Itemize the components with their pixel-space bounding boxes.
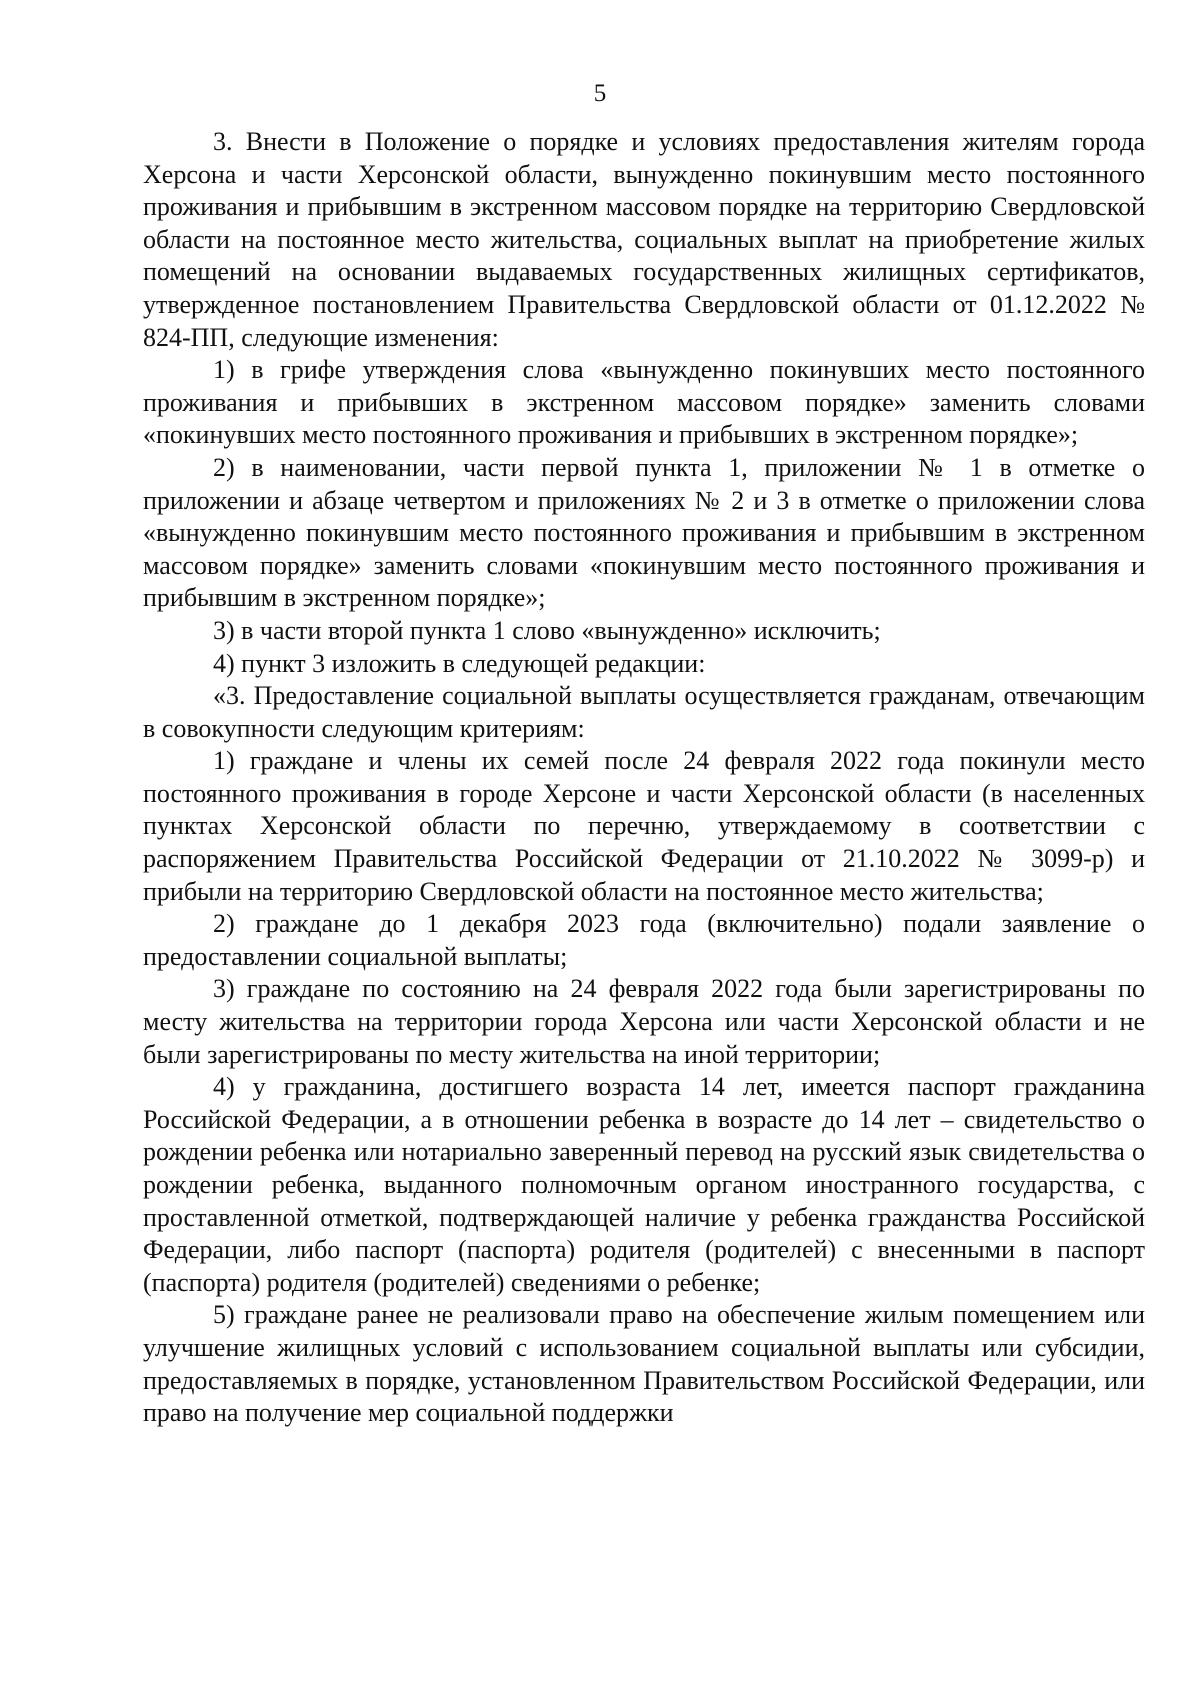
paragraph-subitem-1-approval-stamp: 1) в грифе утверждения слова «вынужденно покинувших место постоянного проживания и прибывших в экстренном массовом порядке» заменить словами «покинувших место постоянного проживания и прибывших в экстренном порядке»;: [143, 355, 1145, 450]
paragraph-subitem-4-new-edition: 4) пункт 3 изложить в следующей редакции:: [213, 648, 706, 678]
paragraph-subitem-3-part-two: 3) в части второй пункта 1 слово «вынужденно» исключить;: [213, 615, 881, 645]
paragraph-criterion-2: 2) граждане до 1 декабря 2023 года (включительно) подали заявление о предоставлении социальной выплаты;: [143, 909, 1145, 971]
paragraph-criterion-1: 1) граждане и члены их семей после 24 февраля 2022 года покинули место постоянного проживания в городе Херсоне и части Херсонской области (в населенных пунктах Херсонской области по перечню, утверждаемому в соответствии с распоряжением Правительства Российской Федерации от 21.10.2022 № 3099-р) и прибыли на территорию Свердловской области на постоянное место жительства;: [143, 746, 1145, 906]
document-body: [143, 126, 1145, 1430]
paragraph-item-3-intro: 3. Внести в Положение о порядке и условиях предоставления жителям города Херсона и части Херсонской области, вынужденно покинувшим место постоянного проживания и прибывшим в экстренном массовом порядке на территорию Свердловской области на постоянное место жительства, социальных выплат на приобретение жилых помещений на основании выдаваемых государственных жилищных сертификатов, утвержденное постановлением Правительства Свердловской области от 01.12.2022 № 824-ПП, следующие изменения:: [143, 127, 1145, 352]
paragraph-quoted-item-3: «3. Предоставление социальной выплаты осуществляется гражданам, отвечающим в совокупности следующим критериям:: [143, 681, 1145, 743]
page-number: 5: [593, 80, 607, 107]
paragraph-criterion-3: 3) граждане по состоянию на 24 февраля 2022 года были зарегистрированы по месту жительства на территории города Херсона или части Херсонской области и не были зарегистрированы по месту жительства на иной территории;: [143, 974, 1145, 1069]
paragraph-subitem-2-naming: 2) в наименовании, части первой пункта 1, приложении № 1 в отметке о приложении и абзаце четвертом и приложениях № 2 и 3 в отметке о приложении слова «вынужденно покинувшим место постоянного проживания и прибывшим в экстренном массовом порядке» заменить словами «покинувшим место постоянного проживания и прибывшим в экстренном порядке»;: [143, 452, 1145, 613]
paragraph-criterion-5: 5) граждане ранее не реализовали право на обеспечение жилым помещением или улучшение жилищных условий с использованием социальной выплаты или субсидии, предоставляемых в порядке, установленном Правительством Российской Федерации, или право на получение мер социальной поддержки: [143, 1300, 1145, 1428]
paragraph-criterion-4: 4) у гражданина, достигшего возраста 14 лет, имеется паспорт гражданина Российской Федерации, а в отношении ребенка в возрасте до 14 лет – свидетельство о рождении ребенка или нотариально заверенный перевод на русский язык свидетельства о рождении ребенка, выданного полномочным органом иностранного государства, с проставленной отметкой, подтверждающей наличие у ребенка гражданства Российской Федерации, либо паспорт (паспорта) родителя (родителей) с внесенными в паспорт (паспорта) родителя (родителей) сведениями о ребенке;: [143, 1072, 1145, 1297]
